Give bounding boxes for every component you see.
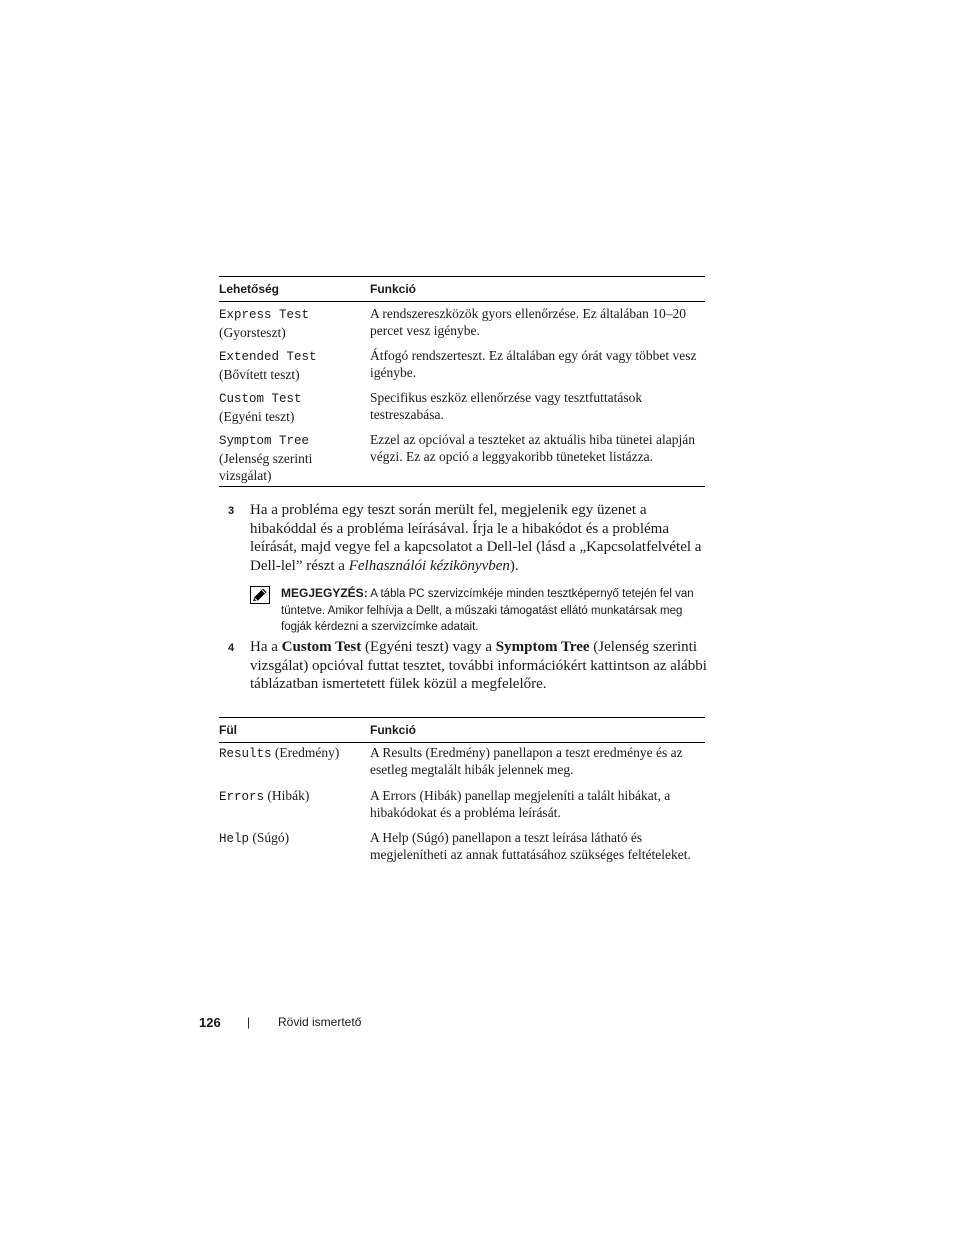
tab-sub: (Hibák)	[264, 788, 310, 803]
option-name: Extended Test	[219, 350, 317, 364]
step-text-part: Ha a	[250, 639, 282, 655]
option-name: Symptom Tree	[219, 434, 310, 448]
option-sub: (Jelenség szerinti vizsgálat)	[219, 451, 313, 483]
option-name: Custom Test	[219, 392, 302, 406]
header-option: Lehetőség	[219, 282, 280, 296]
footer-section: Rövid ismertető	[278, 1015, 362, 1029]
option-name: Express Test	[219, 308, 310, 322]
note-body: A tábla PC szervizcímkéje minden tesztképernyő tetején fel van tüntetve. Amikor felhívja a Dellt, a műszaki támogatást ellátó munkatársak meg fogják kérdezni a szervizcímke adatait.	[281, 588, 694, 633]
option-function: A rendszereszközök gyors ellenőrzése. Ez általában 10–20 percet vesz igénybe.	[370, 306, 686, 338]
tab-name: Help	[219, 832, 250, 846]
option-sub: (Gyorsteszt)	[219, 325, 286, 340]
step-number: 4	[228, 642, 235, 654]
tabs-table-header	[219, 717, 705, 743]
tab-sub: (Eredmény)	[271, 745, 340, 760]
step-text-part: (Jelenség szerinti vizsgálat) opcióval futtat tesztet, további információkért kattintson az alábbi táblázatban ismertetett fülek közül a megfelelőre.	[250, 639, 707, 692]
step-number: 3	[228, 505, 235, 517]
footer-separator: |	[247, 1015, 251, 1029]
tab-function: A Results (Eredmény) panellapon a teszt eredménye és az esetleg megtalált hibák jelennek meg.	[370, 745, 683, 777]
header-function: Funkció	[370, 723, 417, 737]
options-table-header	[219, 276, 705, 302]
step-text	[250, 638, 715, 694]
tab-name: Errors	[219, 790, 265, 804]
tabs-table	[219, 717, 705, 887]
option-function: Specifikus eszköz ellenőrzése vagy tesztfuttatások testreszabása.	[370, 390, 643, 422]
option-sub: (Egyéni teszt)	[219, 409, 295, 424]
options-table	[219, 276, 705, 488]
note-text	[281, 585, 711, 636]
table-bottom-rule	[219, 486, 705, 487]
step-text-tail: ).	[509, 557, 519, 574]
tab-name: Results	[219, 747, 272, 761]
page-number: 126	[199, 1015, 221, 1030]
step-text-italic: Felhasználói kézikönyvben	[348, 557, 510, 574]
option-function: Átfogó rendszerteszt. Ez általában egy órát vagy többet vesz igénybe.	[370, 348, 697, 380]
step-text-main: Ha a probléma egy teszt során merült fel, megjelenik egy üzenet a hibakóddal és a probléma leírásával. Írja le a hibakódot és a probléma leírását, majd vegye fel a kapcsolatot a Dell-lel (lásd a „Kapcsolatfelvétel a Dell-lel” részt a	[250, 502, 702, 574]
note-label: MEGJEGYZÉS:	[281, 586, 368, 600]
symptom-tree-term: Symptom Tree	[495, 639, 590, 655]
tab-function: A Errors (Hibák) panellap megjeleníti a talált hibákat, a hibakódokat és a probléma leírását.	[370, 788, 671, 820]
tab-function: A Help (Súgó) panellapon a teszt leírása látható és megjelenítheti az annak futtatásához szükséges feltételeket.	[370, 830, 691, 862]
header-tab: Fül	[219, 723, 237, 737]
option-sub: (Bővített teszt)	[219, 367, 300, 382]
header-function: Funkció	[370, 282, 417, 296]
pencil-note-icon	[250, 586, 270, 604]
tab-sub: (Súgó)	[249, 830, 290, 845]
step-text-part: (Egyéni teszt) vagy a	[361, 639, 496, 655]
option-function: Ezzel az opcióval a teszteket az aktuális hiba tünetei alapján végzi. Ez az opció a leggyakoribb tüneteket listázza.	[370, 432, 695, 464]
custom-test-term: Custom Test	[281, 639, 362, 655]
step-text	[250, 501, 715, 575]
